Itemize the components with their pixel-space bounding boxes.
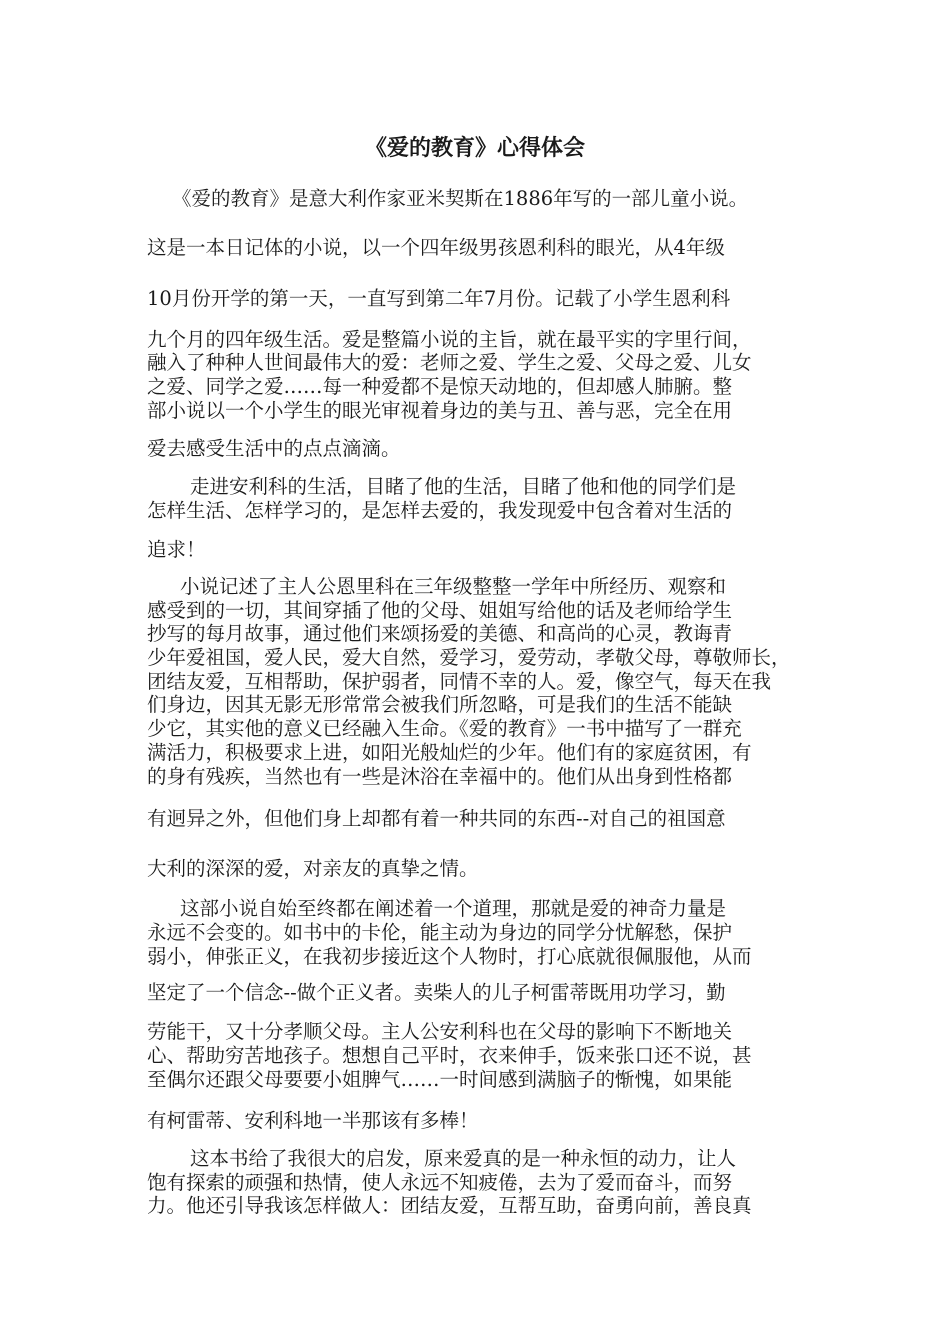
paragraph-line: 坚定了一个信念--做个正义者。卖柴人的儿子柯雷蒂既用功学习，勤 — [147, 981, 726, 1004]
paragraph-line: 至偶尔还跟父母要要小姐脾气……一时间感到满脑子的惭愧，如果能 — [147, 1068, 733, 1091]
paragraph-line: 饱有探索的顽强和热情，使人永远不知疲倦，去为了爱而奋斗，而努 — [147, 1171, 733, 1194]
paragraph-line: 走进安利科的生活，目睹了他的生活，目睹了他和他的同学们是 — [190, 475, 737, 498]
paragraph-line: 心、帮助穷苦地孩子。想想自己平时，衣来伸手，饭来张口还不说，甚 — [147, 1044, 752, 1067]
paragraph-line: 之爱、同学之爱……每一种爱都不是惊天动地的，但却感人肺腑。整 — [147, 375, 733, 398]
paragraph-line: 满活力，积极要求上进，如阳光般灿烂的少年。他们有的家庭贫困，有 — [147, 741, 752, 764]
paragraph-line: 劳能干，又十分孝顺父母。主人公安利科也在父母的影响下不断地关 — [147, 1020, 733, 1043]
paragraph-line: 力。他还引导我该怎样做人：团结友爱，互帮互助，奋勇向前，善良真 — [147, 1194, 752, 1217]
paragraph-line: 大利的深深的爱，对亲友的真挚之情。 — [147, 857, 479, 880]
paragraph-line: 这是一本日记体的小说，以一个四年级男孩恩利科的眼光，从4年级 — [147, 236, 725, 259]
paragraph-line: 10月份开学的第一天，一直写到第二年7月份。记载了小学生恩利科 — [147, 287, 731, 310]
paragraph-line: 永远不会变的。如书中的卡伦，能主动为身边的同学分忧解愁，保护 — [147, 921, 733, 944]
paragraph-line: 少它，其实他的意义已经融入生命。《爱的教育》一书中描写了一群充 — [147, 717, 742, 740]
paragraph-line: 小说记述了主人公恩里科在三年级整整一学年中所经历、观察和 — [180, 575, 727, 598]
paragraph-line: 九个月的四年级生活。爱是整篇小说的主旨，就在最平实的字里行间， — [147, 328, 752, 351]
paragraph-line: 团结友爱，互相帮助，保护弱者，同情不幸的人。爱，像空气，每天在我 — [147, 670, 772, 693]
paragraph-line: 爱去感受生活中的点点滴滴。 — [147, 437, 401, 460]
paragraph-line: 《爱的教育》是意大利作家亚米契斯在1886年写的一部儿童小说。 — [172, 187, 749, 210]
document-title: 《爱的教育》心得体会 — [364, 136, 585, 161]
paragraph-line: 有柯雷蒂、安利科地一半那该有多棒！ — [147, 1109, 479, 1132]
paragraph-line: 部小说以一个小学生的眼光审视着身边的美与丑、善与恶，完全在用 — [147, 399, 733, 422]
paragraph-line: 少年爱祖国，爱人民，爱大自然，爱学习，爱劳动，孝敬父母，尊敬师长， — [147, 646, 791, 669]
paragraph-line: 感受到的一切，其间穿插了他的父母、姐姐写给他的话及老师给学生 — [147, 599, 733, 622]
paragraph-line: 这部小说自始至终都在阐述着一个道理，那就是爱的神奇力量是 — [180, 897, 727, 920]
paragraph-line: 这本书给了我很大的启发，原来爱真的是一种永恒的动力，让人 — [190, 1147, 737, 1170]
paragraph-line: 的身有残疾，当然也有一些是沐浴在幸福中的。他们从出身到性格都 — [147, 765, 733, 788]
paragraph-line: 融入了种种人世间最伟大的爱：老师之爱、学生之爱、父母之爱、儿女 — [147, 351, 752, 374]
paragraph-line: 弱小，伸张正义，在我初步接近这个人物时，打心底就很佩服他，从而 — [147, 945, 752, 968]
paragraph-line: 有迥异之外，但他们身上却都有着一种共同的东西--对自己的祖国意 — [147, 807, 726, 830]
paragraph-line: 们身边，因其无影无形常常会被我们所忽略，可是我们的生活不能缺 — [147, 693, 733, 716]
paragraph-line: 抄写的每月故事，通过他们来颂扬爱的美德、和高尚的心灵，教诲青 — [147, 622, 733, 645]
paragraph-line: 怎样生活、怎样学习的，是怎样去爱的，我发现爱中包含着对生活的 — [147, 499, 733, 522]
paragraph-line: 追求！ — [147, 538, 206, 561]
